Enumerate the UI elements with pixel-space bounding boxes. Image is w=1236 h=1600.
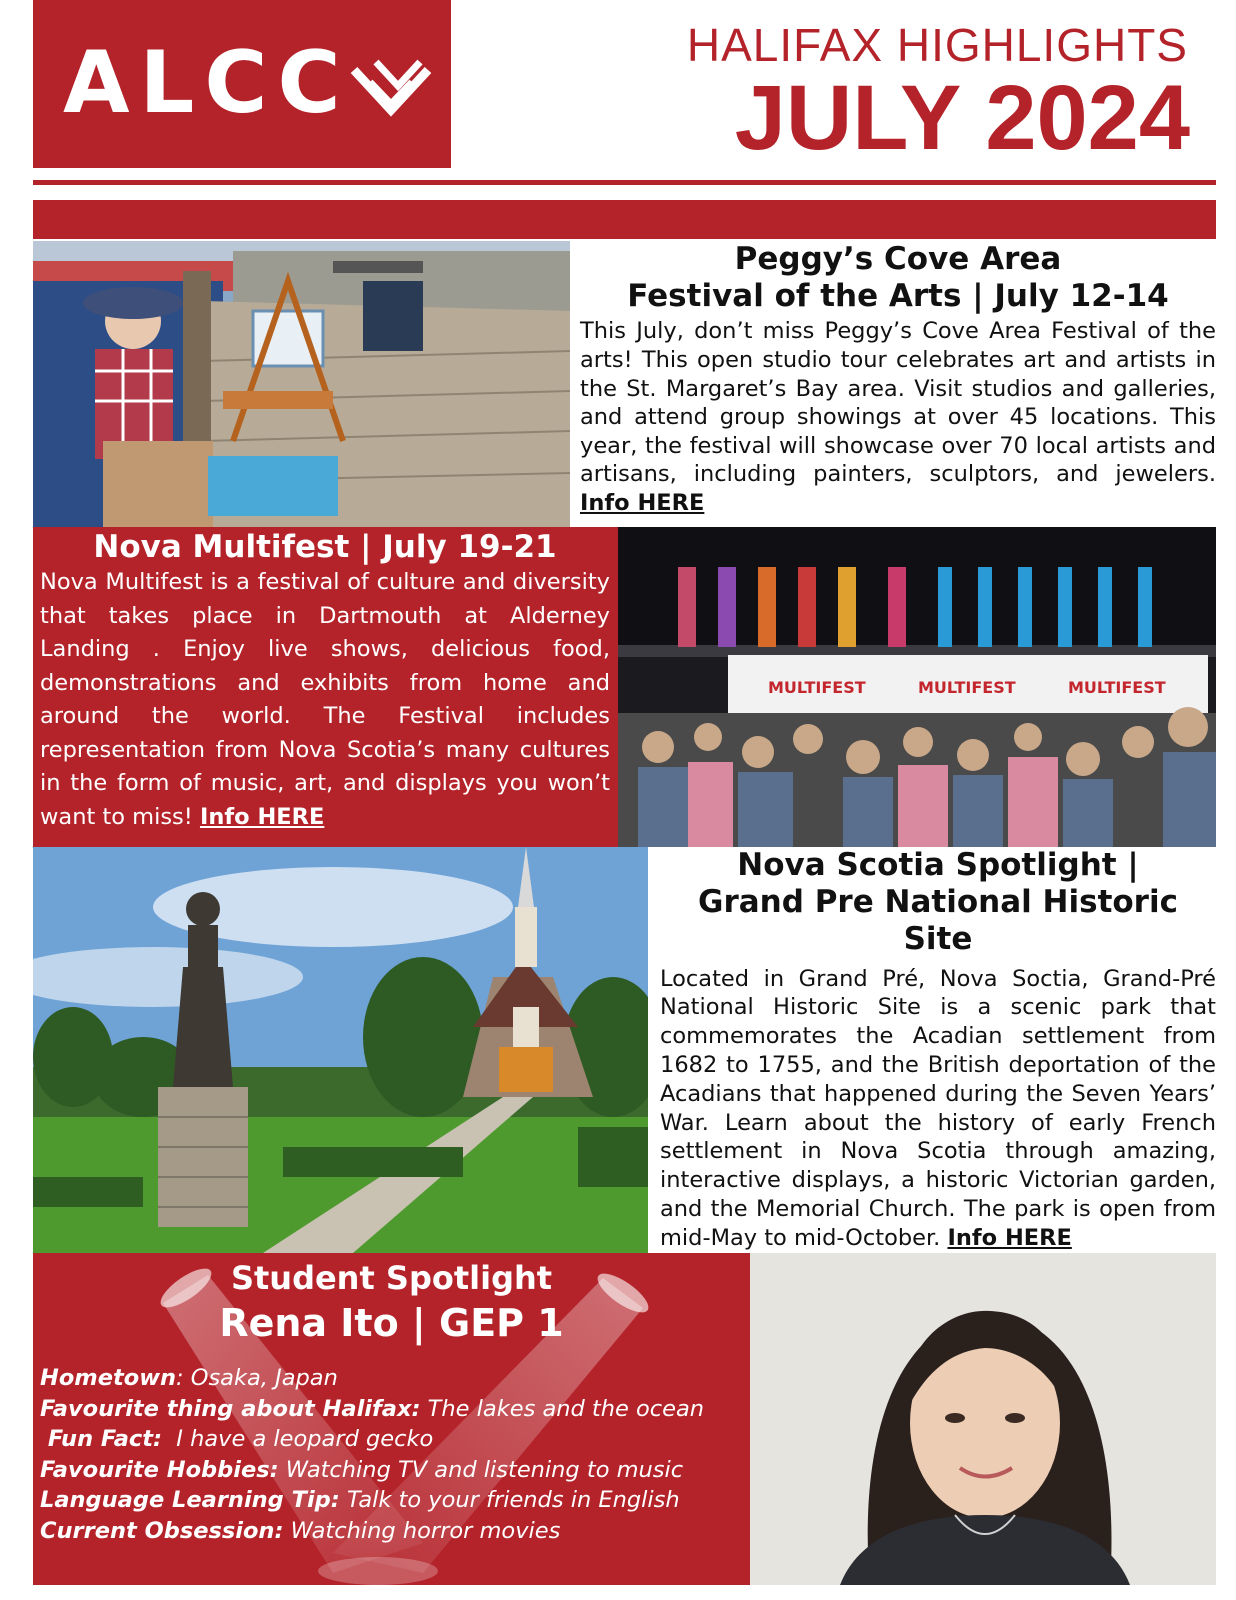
student-photo <box>750 1253 1216 1585</box>
header-band <box>33 200 1216 239</box>
student-fact-label: Favourite Hobbies: <box>40 1456 279 1483</box>
logo-chevron-icon <box>346 50 436 130</box>
multifest-photo <box>618 527 1216 847</box>
peggys-cove-info-link[interactable]: Info HERE <box>580 489 705 516</box>
student-spotlight <box>33 1253 750 1585</box>
student-fact-value: Osaka, Japan <box>190 1365 338 1391</box>
header-rule <box>33 180 1216 185</box>
student-name: Rena Ito | GEP 1 <box>219 1301 564 1345</box>
student-fact-sep <box>421 1396 428 1422</box>
student-fact <box>40 1363 745 1394</box>
student-fact-label: Hometown <box>40 1365 177 1391</box>
student-fact <box>40 1485 745 1516</box>
peggys-cove-title-line2: Festival of the Arts | July 12-14 <box>627 278 1169 315</box>
grand-pre-article <box>660 847 1216 1253</box>
newsletter-subtitle: HALIFAX HIGHLIGHTS <box>686 19 1188 71</box>
peggys-cove-body <box>580 315 1216 517</box>
grand-pre-info-link[interactable]: Info HERE <box>947 1224 1072 1251</box>
student-fact <box>40 1516 745 1547</box>
student-fact-value: Watching horror movies <box>290 1517 561 1544</box>
peggys-cove-title-line1: Peggy’s Cove Area <box>734 241 1062 277</box>
student-facts <box>40 1363 745 1546</box>
student-fact-sep <box>162 1426 176 1452</box>
multifest-body <box>40 566 610 834</box>
peggys-cove-title <box>580 241 1216 315</box>
student-spotlight-title: Student Spotlight <box>230 1259 553 1297</box>
student-fact-value: I have a leopard gecko <box>176 1426 434 1452</box>
student-fact-label: Language Learning Tip: <box>40 1487 340 1513</box>
grand-pre-photo <box>33 847 648 1253</box>
grand-pre-title-line2: Grand Pre National Historic Site <box>698 884 1178 958</box>
student-fact-sep <box>279 1457 286 1483</box>
student-fact-value: Talk to your friends in English <box>346 1487 680 1513</box>
student-fact <box>40 1394 745 1425</box>
student-fact-sep <box>340 1487 347 1513</box>
logo-text: ALCC <box>63 33 351 133</box>
multifest-banner-text-3: MULTIFEST <box>1068 678 1166 697</box>
student-fact <box>40 1455 745 1486</box>
logo-box <box>33 0 451 168</box>
multifest-body-text: Nova Multifest is a festival of culture and diversity that takes place in Dartmouth at Alderney Landing . Enjoy live shows, delicious food, demonstrations and exhibits from home and around the world. The Festival includes representation from Nova Scotia’s many cultures in the form of music, art, and displays you won’t want to miss! <box>40 569 610 830</box>
peggys-cove-body-text: This July, don’t miss Peggy’s Cove Area Festival of the arts! This open studio tour celebrates art and artists in the St. Margaret’s Bay area. Visit studios and galleries, and attend group showings at over 45 locations. This year, the festival will showcase over 70 local artists and artisans, including painters, sculptors, and jewelers. <box>580 318 1216 488</box>
student-fact-label: Fun Fact: <box>40 1426 162 1452</box>
student-fact-value: Watching TV and listening to music <box>285 1456 684 1483</box>
student-fact-value: The lakes and the ocean <box>427 1395 705 1422</box>
multifest-info-link[interactable]: Info HERE <box>199 803 325 830</box>
newsletter-title: JULY 2024 <box>734 67 1190 169</box>
grand-pre-title-line1: Nova Scotia Spotlight | <box>737 847 1139 883</box>
student-fact-sep: : <box>176 1365 191 1391</box>
multifest-banner-text-2: MULTIFEST <box>918 678 1016 697</box>
student-fact-label: Current Obsession: <box>40 1517 284 1544</box>
grand-pre-body <box>660 959 1216 1253</box>
student-fact-sep <box>283 1518 290 1544</box>
peggys-cove-photo <box>33 241 570 527</box>
peggys-cove-article <box>580 241 1216 527</box>
grand-pre-body-text: Located in Grand Pré, Nova Soctia, Grand-Pré National Historic Site is a scenic park that commemorates the Acadian settlement from 1682 to 1755, and the British deportation of the Acadians that happened during the Seven Years’ War. Learn about the history of early French settlement in Nova Scotia through amazing, interactive displays, a historic Victorian garden, and the Memorial Church. The park is open from mid-May to mid-October. <box>660 965 1216 1251</box>
student-fact <box>40 1424 745 1455</box>
multifest-banner-text-1: MULTIFEST <box>768 678 866 697</box>
student-fact-label: Favourite thing about Halifax: <box>40 1395 421 1422</box>
grand-pre-title <box>660 847 1216 959</box>
multifest-article <box>33 527 618 847</box>
multifest-title: Nova Multifest | July 19-21 <box>93 529 557 565</box>
